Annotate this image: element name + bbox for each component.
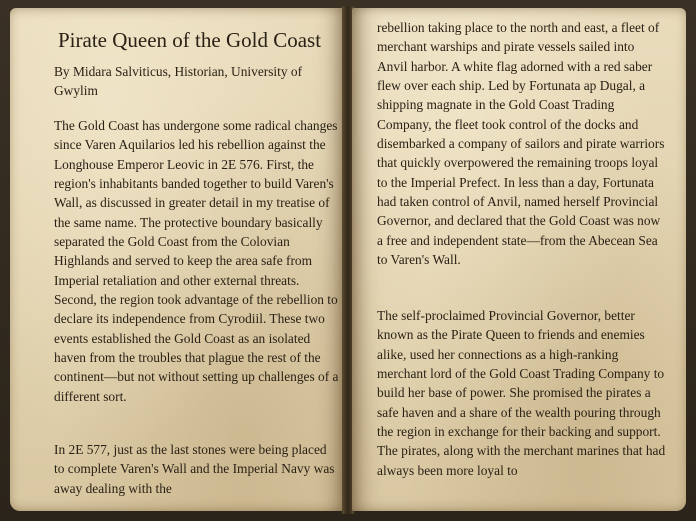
right-paragraph-1: rebellion taking place to the north and east, a fleet of merchant warships and pirate vessels sailed into Anvil harbor. A white flag adorned with a red saber flew over each ship. Led by Fortunata ap Dugal, a shipping magnate in the Gold Coast Trading Company, the fleet took control of the docks and disembarked a company of sailors and pirate warriors that quickly overpowered the remaining troops loyal to the Imperial Prefect. In less than a day, Fortunata had taken control of Anvil, named herself Provincial Governor, and declared that the Gold Coast was now a free and independent state—from the Abecean Sea to Varen's Wall. — [377, 20, 665, 268]
right-page — [352, 8, 686, 511]
left-paragraph-1: The Gold Coast has undergone some radical changes since Varen Aquilarios led his rebellion against the Longhouse Emperor Leovic in 2E 576. First, the region's inhabitants banded together to build Varen's Wall, as discussed in greater detail in my treatise of the same name. The protective boundary basically separated the Gold Coast from the Colovian Highlands and served to keep the area safe from Imperial retaliation and other external threats. Second, the region took advantage of the rebellion to declare its independence from Cyrodiil. These two events established the Gold Coast as an isolated haven from the troubles that plague the rest of the continent—but not without setting up challenges of a different sort. — [54, 118, 339, 404]
book-title: Pirate Queen of the Gold Coast — [58, 28, 322, 52]
left-paragraph-2: In 2E 577, just as the last stones were being placed to complete Varen's Wall and the Imperial Navy was away dealing with the — [54, 442, 335, 496]
left-page — [10, 8, 344, 511]
book-byline: By Midara Salviticus, Historian, University of Gwylim — [54, 64, 303, 98]
right-paragraph-2: The self-proclaimed Provincial Governor, better known as the Pirate Queen to friends and enemies alike, used her connections as a high-ranking merchant lord of the Gold Coast Trading Company to build her base of power. She promised the pirates a safe haven and a share of the wealth pouring through the region in exchange for their backing and support. The pirates, along with the merchant marines that had always been more loyal to — [377, 308, 666, 478]
